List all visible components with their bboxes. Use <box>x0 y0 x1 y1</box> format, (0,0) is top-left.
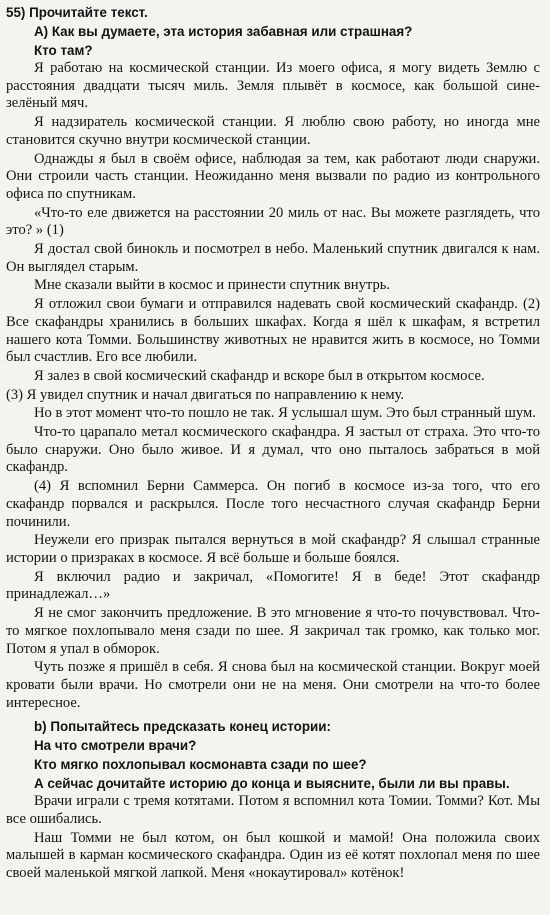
story-paragraph: Я работаю на космической станции. Из моего офиса, я могу видеть Землю с расстояния двадцати тысяч миль. Земля плывёт в космосе, как большой сине-зелёный мяч. <box>6 60 540 112</box>
story-paragraph: «Что-то еле движется на расстоянии 20 миль от нас. Вы можете разглядеть, что это? » (1) <box>6 204 540 239</box>
part-b-instruction: А сейчас дочитайте историю до конца и выясните, были ли вы правы. <box>34 776 510 792</box>
story-ending <box>6 793 540 883</box>
story-paragraph: Но в этот момент что-то пошло не так. Я услышал шум. Это был странный шум. <box>34 405 536 422</box>
story-paragraph: Я не смог закончить предложение. В это мгновение я что-то почувствовал. Что-то мягкое похлопывало меня сзади по шее. Я закричал так громко, как только мог. Потом я упал в обморок. <box>6 605 540 657</box>
story-paragraph: (3) Я увидел спутник и начал двигаться по направлению к нему. <box>6 386 405 403</box>
story-paragraph: (4) Я вспомнил Берни Саммерса. Он погиб в космосе из-за того, что его скафандр порвался и раскрылся. После того несчастного случая скафандр Берни починили. <box>6 478 540 530</box>
story-body <box>6 60 540 712</box>
part-b <box>6 717 540 793</box>
part-b-question: Кто мягко похлопывал космонавта сзади по шее? <box>34 757 367 773</box>
part-b-question: На что смотрели врачи? <box>34 738 197 754</box>
story-paragraph: Мне сказали выйти в космос и принести спутник внутрь. <box>34 277 391 294</box>
task-heading: 55) Прочитайте текст. <box>6 5 148 20</box>
story-paragraph: Я надзиратель космической станции. Я люблю свою работу, но иногда мне становится скучно внутри космической станции. <box>6 114 540 148</box>
ending-paragraph: Наш Томми не был котом, он был кошкой и мамой! Она положила своих малышей в карман космического скафандра. Один из её котят похлопал меня по шее своей маленькой мягкой лапкой. Меня «нокаутировал» котёнок! <box>6 829 540 882</box>
story-paragraph: Чуть позже я пришёл в себя. Я снова был на космической станции. Вокруг моей кровати были врачи. Но смотрели они не на меня. Они смотрели на что-то более интересное. <box>6 659 540 711</box>
story-title: Кто там? <box>34 43 93 58</box>
question-a: А) Как вы думаете, эта история забавная или страшная? <box>34 24 413 39</box>
ending-paragraph: Врачи играли с тремя котятами. Потом я вспомнил кота Томии. Томми? Кот. Мы все ошибались. <box>6 793 540 828</box>
story-paragraph: Я отложил свои бумаги и отправился надевать свой космический скафандр. (2) Все скафандры хранились в больших шкафах. Когда я шёл к шкафам, я встретил нашего кота Томми. Большинству животных не нравится жить в космосе, но Томми был счастлив. Его все любили. <box>6 296 540 366</box>
story-paragraph: Неужели его призрак пытался вернуться в мой скафандр? Я слышал странные истории о призраках в космосе. Я всё больше и больше боялся. <box>6 532 540 566</box>
story-paragraph: Однажды я был в своём офисе, наблюдая за тем, как работают люди снаружи. Они строили часть станции. Неожиданно меня вызвали по радио из контрольного офиса по спутникам. <box>6 150 540 202</box>
story-paragraph: Что-то царапало метал космического скафандра. Я застыл от страха. Это что-то было снаружи. Оно было живое. И я думал, что оно пыталось забраться в мой скафандр. <box>6 424 540 476</box>
story-paragraph: Я достал свой бинокль и посмотрел в небо. Маленький спутник двигался к нам. Он выглядел старым. <box>6 241 540 275</box>
part-b-title: b) Попытайтесь предсказать конец истории: <box>34 719 331 735</box>
story-paragraph: Я включил радио и закричал, «Помогите! Я в беде! Этот скафандр принадлежал…» <box>6 568 540 603</box>
story-paragraph: Я залез в свой космический скафандр и вскоре был в открытом космосе. <box>34 367 485 384</box>
